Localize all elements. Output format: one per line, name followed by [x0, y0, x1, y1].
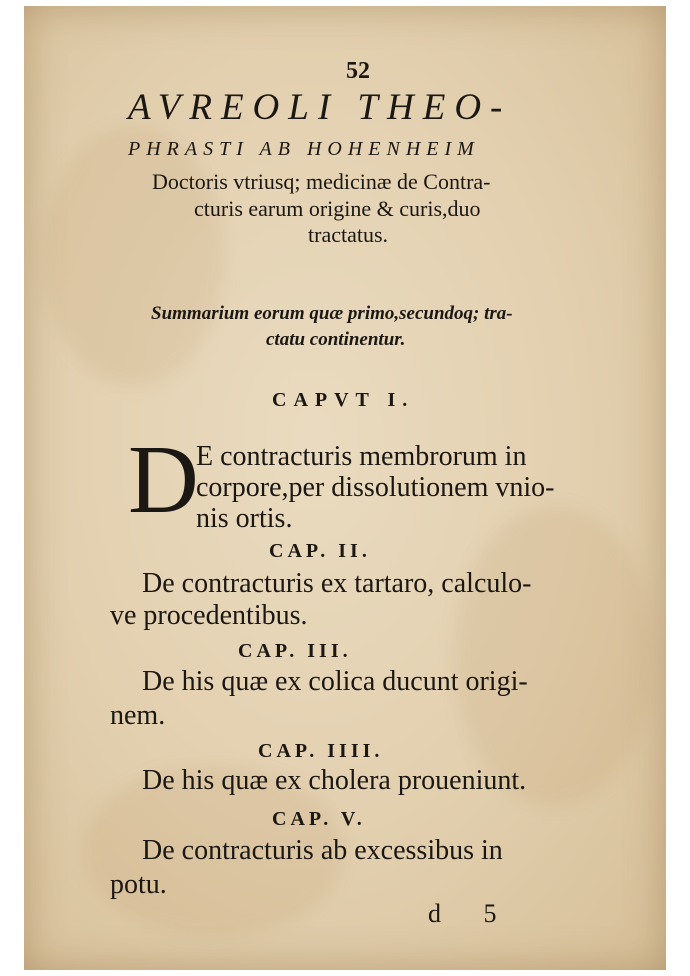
chapter-text-line: E contracturis membrorum in	[196, 441, 527, 472]
chapter-heading: CAP. III.	[238, 640, 352, 662]
signature-mark: d 5	[428, 899, 515, 928]
summary-heading: Summarium eorum quæ primo,secundoq; tra-	[151, 303, 513, 324]
chapter-text-line: nis ortis.	[196, 503, 293, 534]
chapter-text-line: De his quæ ex cholera proueniunt.	[142, 765, 527, 796]
chapter-heading: CAP. IIII.	[258, 740, 384, 762]
chapter-text-line: De his quæ ex colica ducunt origi-	[142, 666, 528, 697]
chapter-text-line: De contracturis ex tartaro, calculo-	[142, 568, 532, 599]
chapter-text-line: potu.	[110, 869, 167, 900]
title-subject-line: Doctoris vtriusq; medicinæ de Contra-	[152, 169, 491, 194]
book-page	[24, 6, 666, 970]
title-author-line: AVREOLI THEO-	[128, 87, 512, 128]
title-subject-line: tractatus.	[308, 222, 389, 247]
paper-stain	[44, 126, 224, 386]
chapter-text-line: corpore,per dissolutionem vnio-	[196, 472, 555, 503]
page-number: 52	[346, 58, 370, 84]
title-subject-line: cturis earum origine & curis,duo	[194, 196, 481, 221]
chapter-heading: CAP. II.	[269, 540, 371, 562]
chapter-heading: CAP. V.	[272, 808, 366, 830]
summary-heading: ctatu continentur.	[266, 329, 406, 350]
chapter-text-line: De contracturis ab excessibus in	[142, 835, 503, 866]
paper-stain	[454, 506, 654, 806]
drop-cap-initial: D	[128, 426, 199, 534]
chapter-text-line: nem.	[110, 700, 166, 731]
chapter-heading: CAPVT I.	[272, 389, 415, 411]
chapter-text-line: ve procedentibus.	[110, 600, 308, 631]
title-author-surname-line: PHRASTI AB HOHENHEIM	[128, 138, 480, 160]
